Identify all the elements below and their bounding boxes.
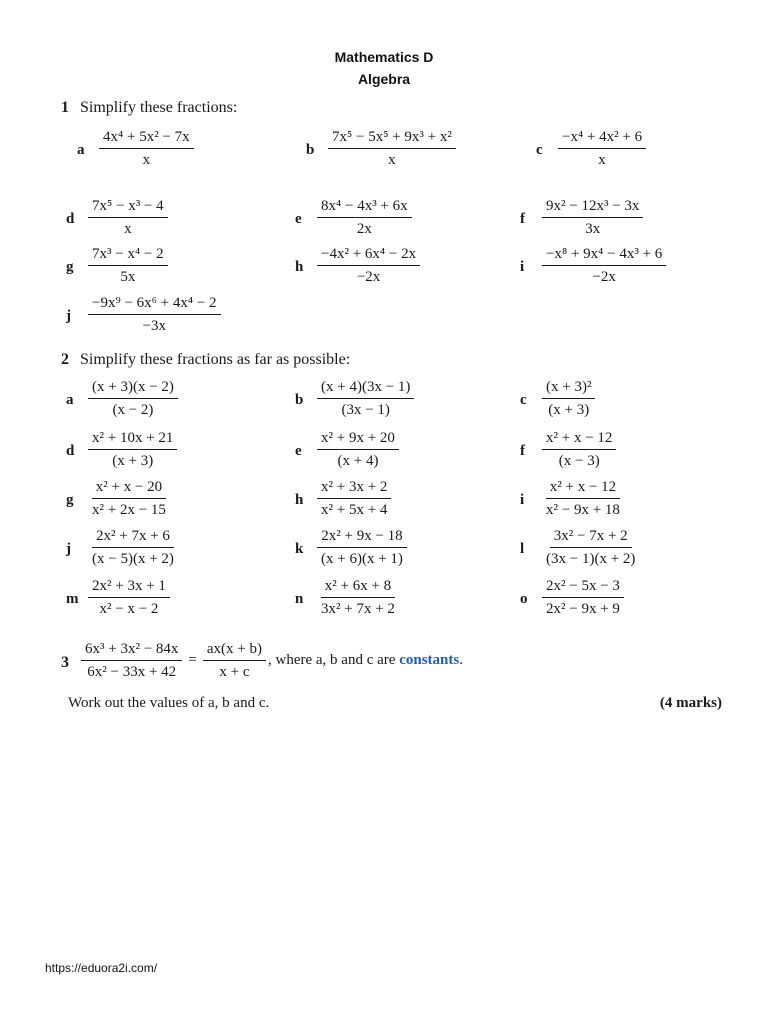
fraction bbox=[88, 245, 168, 286]
item-label: b bbox=[306, 141, 315, 158]
item-label: e bbox=[295, 210, 302, 227]
item-label: n bbox=[295, 590, 304, 607]
numerator: −x⁸ + 9x⁴ − 4x³ + 6 bbox=[542, 245, 666, 266]
numerator: x² + 3x + 2 bbox=[317, 478, 391, 499]
q1-item-i bbox=[520, 241, 666, 289]
denominator: x² − x − 2 bbox=[99, 600, 159, 617]
q1-item-g bbox=[66, 241, 168, 289]
q2-item-b bbox=[295, 374, 414, 422]
q2-item-a bbox=[66, 374, 178, 422]
numerator: −4x² + 6x⁴ − 2x bbox=[317, 245, 420, 266]
question-3-number: 3 bbox=[61, 653, 69, 671]
numerator: x² + x − 12 bbox=[546, 478, 620, 499]
q1-item-h bbox=[295, 241, 420, 289]
numerator: 2x² + 9x − 18 bbox=[317, 527, 406, 548]
item-label: c bbox=[520, 391, 527, 408]
fraction bbox=[542, 245, 666, 286]
fraction bbox=[88, 429, 177, 470]
item-label: o bbox=[520, 590, 528, 607]
q2-item-j bbox=[66, 523, 178, 571]
q2-item-f bbox=[520, 425, 616, 473]
fraction bbox=[88, 577, 170, 618]
q1-item-b bbox=[306, 124, 456, 172]
denominator: 2x bbox=[356, 220, 372, 237]
numerator: 2x² + 7x + 6 bbox=[92, 527, 174, 548]
numerator: 7x⁵ − 5x⁵ + 9x³ + x² bbox=[328, 128, 456, 149]
numerator: 2x² + 3x + 1 bbox=[88, 577, 170, 598]
question-3-marks: (4 marks) bbox=[659, 695, 722, 711]
denominator: x² + 5x + 4 bbox=[321, 501, 388, 518]
q1-item-j bbox=[66, 290, 221, 338]
denominator: (x + 4) bbox=[337, 452, 379, 469]
fraction bbox=[99, 128, 194, 169]
denominator: x² − 9x + 18 bbox=[546, 501, 620, 518]
item-label: h bbox=[295, 491, 304, 508]
item-label: a bbox=[66, 391, 74, 408]
item-label: g bbox=[66, 258, 74, 275]
question-3-equation bbox=[61, 640, 463, 681]
item-label: l bbox=[520, 540, 525, 557]
q1-item-e bbox=[295, 193, 412, 241]
denominator: (x − 3) bbox=[558, 452, 600, 469]
fraction-lhs bbox=[81, 640, 182, 681]
q2-item-n bbox=[295, 573, 399, 621]
numerator: x² + 6x + 8 bbox=[321, 577, 395, 598]
denominator: x bbox=[124, 220, 132, 237]
question-2-prompt: Simplify these fractions as far as possible: bbox=[80, 351, 351, 368]
q2-item-o bbox=[520, 573, 624, 621]
numerator: −x⁴ + 4x² + 6 bbox=[558, 128, 646, 149]
item-label: f bbox=[520, 210, 525, 227]
item-label: k bbox=[295, 540, 304, 557]
constants-term: constants bbox=[399, 652, 460, 668]
question-3-instruction: Work out the values of a, b and c. bbox=[68, 695, 270, 711]
fraction bbox=[88, 527, 178, 568]
item-label: c bbox=[536, 141, 543, 158]
numerator: 3x² − 7x + 2 bbox=[550, 527, 632, 548]
denominator: (x + 6)(x + 1) bbox=[321, 550, 403, 567]
footer-url: https://eduora2i.com/ bbox=[45, 961, 158, 975]
numerator: (x + 3)(x − 2) bbox=[88, 378, 178, 399]
denominator: (x − 2) bbox=[112, 401, 154, 418]
denominator: x bbox=[388, 151, 396, 168]
denominator: (x + 3) bbox=[112, 452, 154, 469]
numerator: (x + 3)² bbox=[542, 378, 595, 399]
equals-sign: = bbox=[188, 652, 197, 668]
q2-item-d bbox=[66, 425, 177, 473]
denominator: −2x bbox=[592, 268, 616, 285]
q2-item-m bbox=[66, 573, 170, 621]
fraction bbox=[328, 128, 456, 169]
denominator: 3x bbox=[585, 220, 601, 237]
item-label: h bbox=[295, 258, 304, 275]
fraction bbox=[317, 577, 399, 618]
q1-item-a bbox=[77, 124, 194, 172]
fraction bbox=[88, 378, 178, 419]
fraction bbox=[317, 527, 407, 568]
item-label: d bbox=[66, 210, 75, 227]
numerator: x² + 9x + 20 bbox=[317, 429, 399, 450]
item-label: e bbox=[295, 442, 302, 459]
item-label: i bbox=[520, 258, 525, 275]
q2-item-c bbox=[520, 374, 595, 422]
fraction bbox=[542, 478, 624, 519]
numerator: 7x⁵ − x³ − 4 bbox=[88, 197, 168, 218]
fraction bbox=[88, 197, 168, 238]
q2-item-e bbox=[295, 425, 399, 473]
denominator: 2x² − 9x + 9 bbox=[546, 600, 620, 617]
q2-item-l bbox=[520, 523, 639, 571]
fraction bbox=[542, 527, 639, 568]
denominator: 5x bbox=[120, 268, 136, 285]
fraction bbox=[317, 429, 399, 470]
numerator: x² + x − 20 bbox=[92, 478, 166, 499]
item-label: i bbox=[520, 491, 525, 508]
item-label: j bbox=[66, 307, 71, 324]
question-3-condition bbox=[268, 652, 463, 669]
q2-item-k bbox=[295, 523, 407, 571]
denominator: 3x² + 7x + 2 bbox=[321, 600, 395, 617]
denominator: x² + 2x − 15 bbox=[92, 501, 166, 518]
denominator: x bbox=[142, 151, 151, 168]
fraction bbox=[542, 197, 643, 238]
question-1-number: 1 bbox=[61, 99, 69, 116]
item-label: f bbox=[520, 442, 525, 459]
denominator: −3x bbox=[142, 317, 166, 334]
denominator: x + c bbox=[219, 664, 250, 680]
q1-item-f bbox=[520, 193, 643, 241]
document-title: Mathematics D bbox=[334, 49, 434, 65]
fraction bbox=[88, 478, 170, 519]
numerator: (x + 4)(3x − 1) bbox=[317, 378, 414, 399]
denominator: (x − 5)(x + 2) bbox=[92, 550, 174, 567]
numerator: x² + 10x + 21 bbox=[88, 429, 177, 450]
q2-item-h bbox=[295, 474, 391, 522]
fraction bbox=[317, 478, 391, 519]
question-2-number: 2 bbox=[61, 351, 69, 368]
fraction bbox=[317, 197, 412, 238]
numerator: 8x⁴ − 4x³ + 6x bbox=[317, 197, 412, 218]
fraction bbox=[542, 429, 616, 470]
item-label: b bbox=[295, 391, 304, 408]
numerator: x² + x − 12 bbox=[542, 429, 616, 450]
item-label: d bbox=[66, 442, 75, 459]
fraction bbox=[317, 245, 420, 286]
fraction bbox=[317, 378, 414, 419]
denominator: (3x − 1)(x + 2) bbox=[546, 550, 636, 567]
numerator: 9x² − 12x³ − 3x bbox=[542, 197, 643, 218]
numerator: 7x³ − x⁴ − 2 bbox=[88, 245, 168, 266]
numerator: ax(x + b) bbox=[203, 640, 266, 661]
numerator: 6x³ + 3x² − 84x bbox=[81, 640, 182, 661]
denominator: x bbox=[598, 151, 606, 168]
item-label: j bbox=[66, 540, 71, 557]
document-subtitle: Algebra bbox=[357, 71, 411, 87]
question-1-prompt: Simplify these fractions: bbox=[80, 99, 238, 116]
fraction-rhs bbox=[203, 640, 266, 681]
fraction bbox=[542, 378, 595, 419]
item-label: g bbox=[66, 491, 74, 508]
numerator: 4x⁴ + 5x² − 7x bbox=[99, 128, 194, 149]
denominator: (3x − 1) bbox=[341, 401, 390, 418]
fraction bbox=[88, 294, 221, 335]
denominator: (x + 3) bbox=[548, 401, 590, 418]
q1-item-d bbox=[66, 193, 168, 241]
item-label: a bbox=[77, 141, 85, 158]
denominator: −2x bbox=[356, 268, 381, 285]
fraction bbox=[558, 128, 646, 169]
condition-text: , where a, b and c are bbox=[268, 652, 396, 668]
denominator: 6x² − 33x + 42 bbox=[87, 664, 177, 680]
q1-item-c bbox=[536, 124, 646, 172]
numerator: −9x⁹ − 6x⁶ + 4x⁴ − 2 bbox=[88, 294, 221, 315]
item-label: m bbox=[66, 590, 79, 607]
numerator: 2x² − 5x − 3 bbox=[542, 577, 624, 598]
q2-item-g bbox=[66, 474, 170, 522]
q2-item-i bbox=[520, 474, 624, 522]
condition-end: . bbox=[459, 652, 463, 668]
fraction bbox=[542, 577, 624, 618]
